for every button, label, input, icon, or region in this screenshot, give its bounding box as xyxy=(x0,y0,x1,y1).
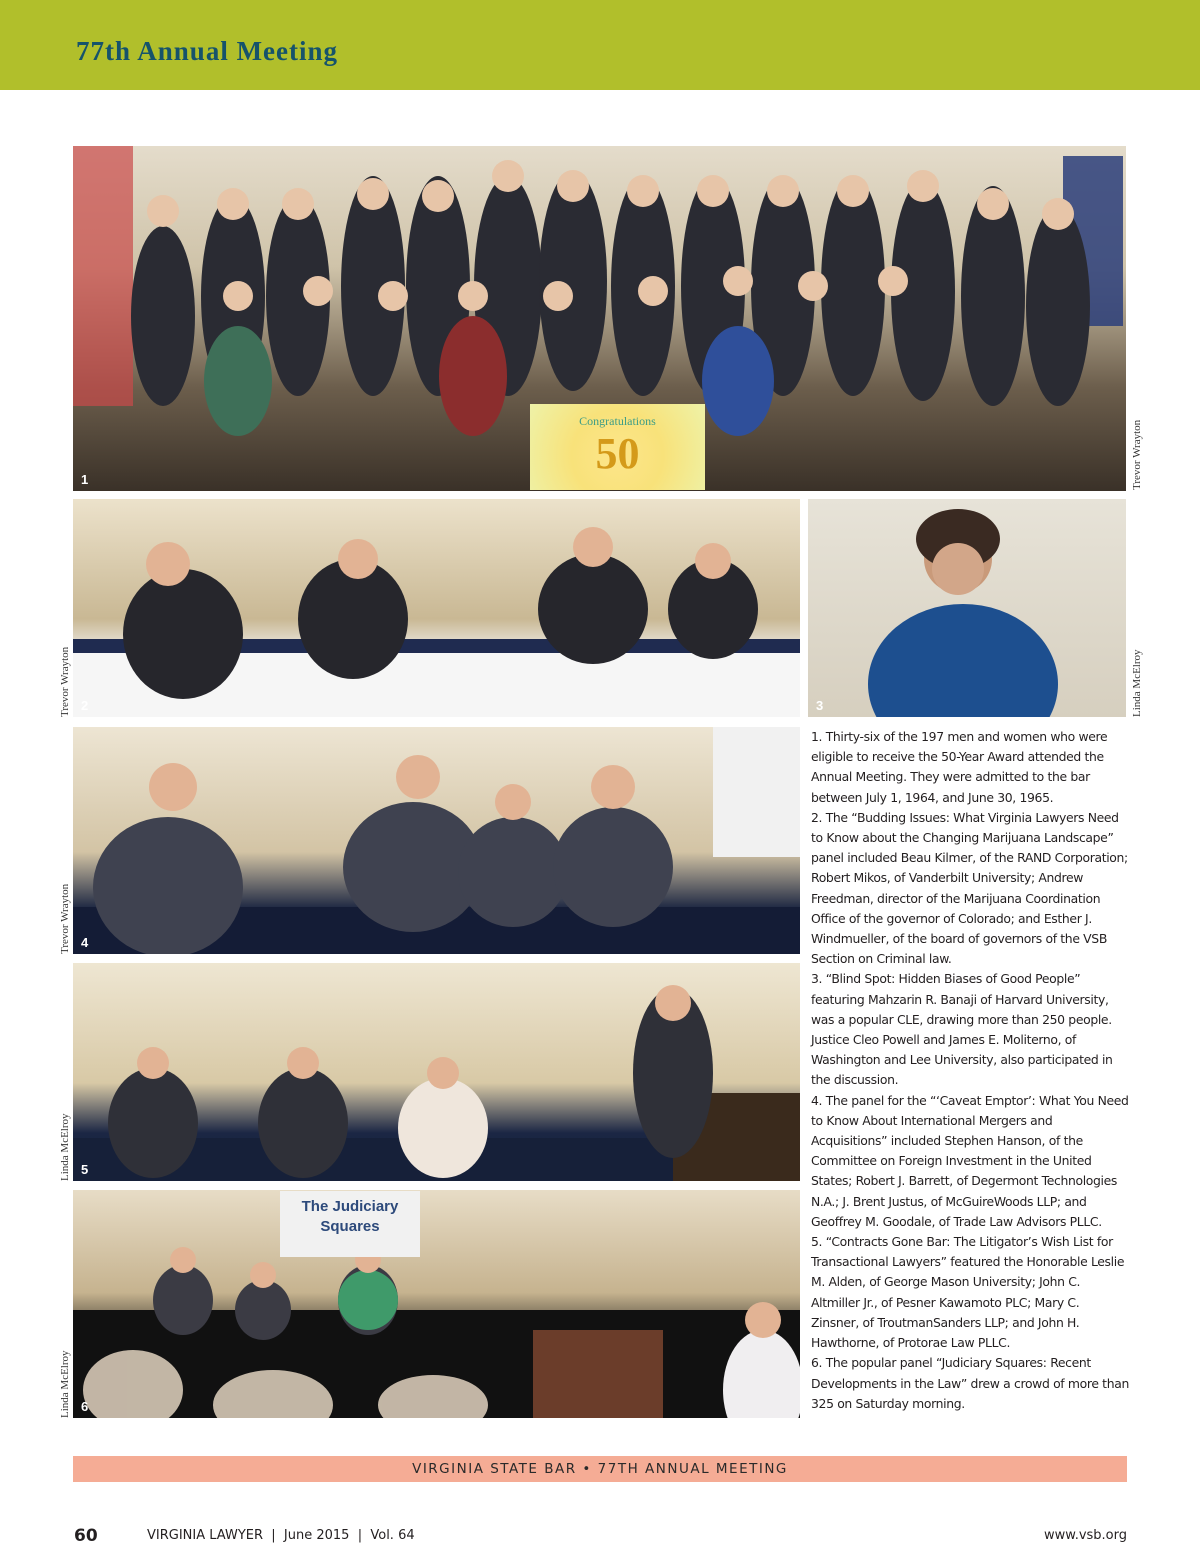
caption-3: 3. “Blind Spot: Hidden Biases of Good People” featuring Mahzarin R. Banaji of Harvard University, was a popular CLE, drawing more than 250 people. Justice Cleo Powell and James E. Moliterno, of Washington and Lee University, also participated in the discussion. xyxy=(811,971,1113,1088)
panel-photo-illustration xyxy=(73,963,800,1181)
panel-photo-illustration xyxy=(73,499,800,717)
page-number: 60 xyxy=(74,1526,98,1546)
screen-title: The Judiciary Squares xyxy=(301,1198,399,1235)
caption-1: 1. Thirty-six of the 197 men and women who were eligible to receive the 50-Year Award attended the Annual Meeting. They were admitted to the bar between July 1, 1964, and June 30, 1965. xyxy=(811,729,1108,805)
website-url: www.vsb.org xyxy=(1043,1528,1127,1543)
panel-photo-illustration xyxy=(73,727,800,954)
photo-credit: Linda McElroy xyxy=(59,1350,71,1418)
sign-fifty-text: 50 xyxy=(595,429,640,478)
sign-congratulations-text: Congratulations xyxy=(579,414,656,428)
congratulations-50-sign xyxy=(530,404,705,490)
section-title: 77th Annual Meeting xyxy=(76,36,339,66)
judiciary-squares-screen xyxy=(280,1191,420,1257)
header-band xyxy=(0,0,1200,90)
hall-photo-illustration xyxy=(73,1190,800,1418)
photo-6-judiciary-squares xyxy=(73,1190,800,1418)
photo-credit: Trevor Wrayton xyxy=(1131,419,1143,490)
caption-4: 4. The panel for the “‘Caveat Emptor’: What You Need to Know About International Mergers and Acquisitions” included Stephen Hanson, of the Committee on Foreign Investment in the United States; Robert J. Barrett, of Degermont Technologies N.A.; J. Brent Justus, of McGuireWoods LLP; and Geoffrey M. Goodale, of Trade Law Advisors PLLC. xyxy=(811,1092,1129,1229)
caption-6: 6. The popular panel “Judiciary Squares: Recent Developments in the Law” drew a crowd of more than 325 on Saturday morning. xyxy=(811,1355,1129,1411)
photo-5-panel xyxy=(73,963,800,1181)
photo-3-speaker xyxy=(808,499,1126,717)
photo-credit: Trevor Wrayton xyxy=(59,883,71,954)
photo-number: 6 xyxy=(81,1399,89,1414)
photo-captions xyxy=(811,727,1129,1414)
photo-credit: Linda McElroy xyxy=(1131,649,1143,717)
photo-number: 1 xyxy=(81,472,89,487)
caption-2: 2. The “Budding Issues: What Virginia Lawyers Need to Know about the Changing Marijuana Landscape” panel included Beau Kilmer, of the RAND Corporation; Robert Mikos, of Vanderbilt University; Andrew Freedman, director of the Marijuana Coordination Office of the governor of Colorado; and Esther J. Windmueller, of the board of governors of the VSB Section on Criminal law. xyxy=(811,809,1128,967)
photo-4-panel xyxy=(73,727,800,954)
photo-number: 5 xyxy=(81,1162,89,1177)
photo-credit: Linda McElroy xyxy=(59,1113,71,1181)
photo-number: 4 xyxy=(81,935,89,950)
publication-line: VIRGINIA LAWYER | June 2015 | Vol. 64 xyxy=(147,1528,415,1543)
footer-band: VIRGINIA STATE BAR • 77TH ANNUAL MEETING xyxy=(73,1456,1127,1482)
photo-credit: Trevor Wrayton xyxy=(59,646,71,717)
photo-2-panel xyxy=(73,499,800,717)
photo-number: 3 xyxy=(816,698,824,713)
photo-number: 2 xyxy=(81,698,89,713)
speaker-photo-illustration xyxy=(808,499,1126,717)
caption-5: 5. “Contracts Gone Bar: The Litigator’s Wish List for Transactional Lawyers” featured the Honorable Leslie M. Alden, of George Mason University; John C. Altmiller Jr., of Pesner Kawamoto PLC; Mary C. Zinsner, of TroutmanSanders LLP; and John H. Hawthorne, of Protorae Law PLLC. xyxy=(811,1234,1125,1351)
